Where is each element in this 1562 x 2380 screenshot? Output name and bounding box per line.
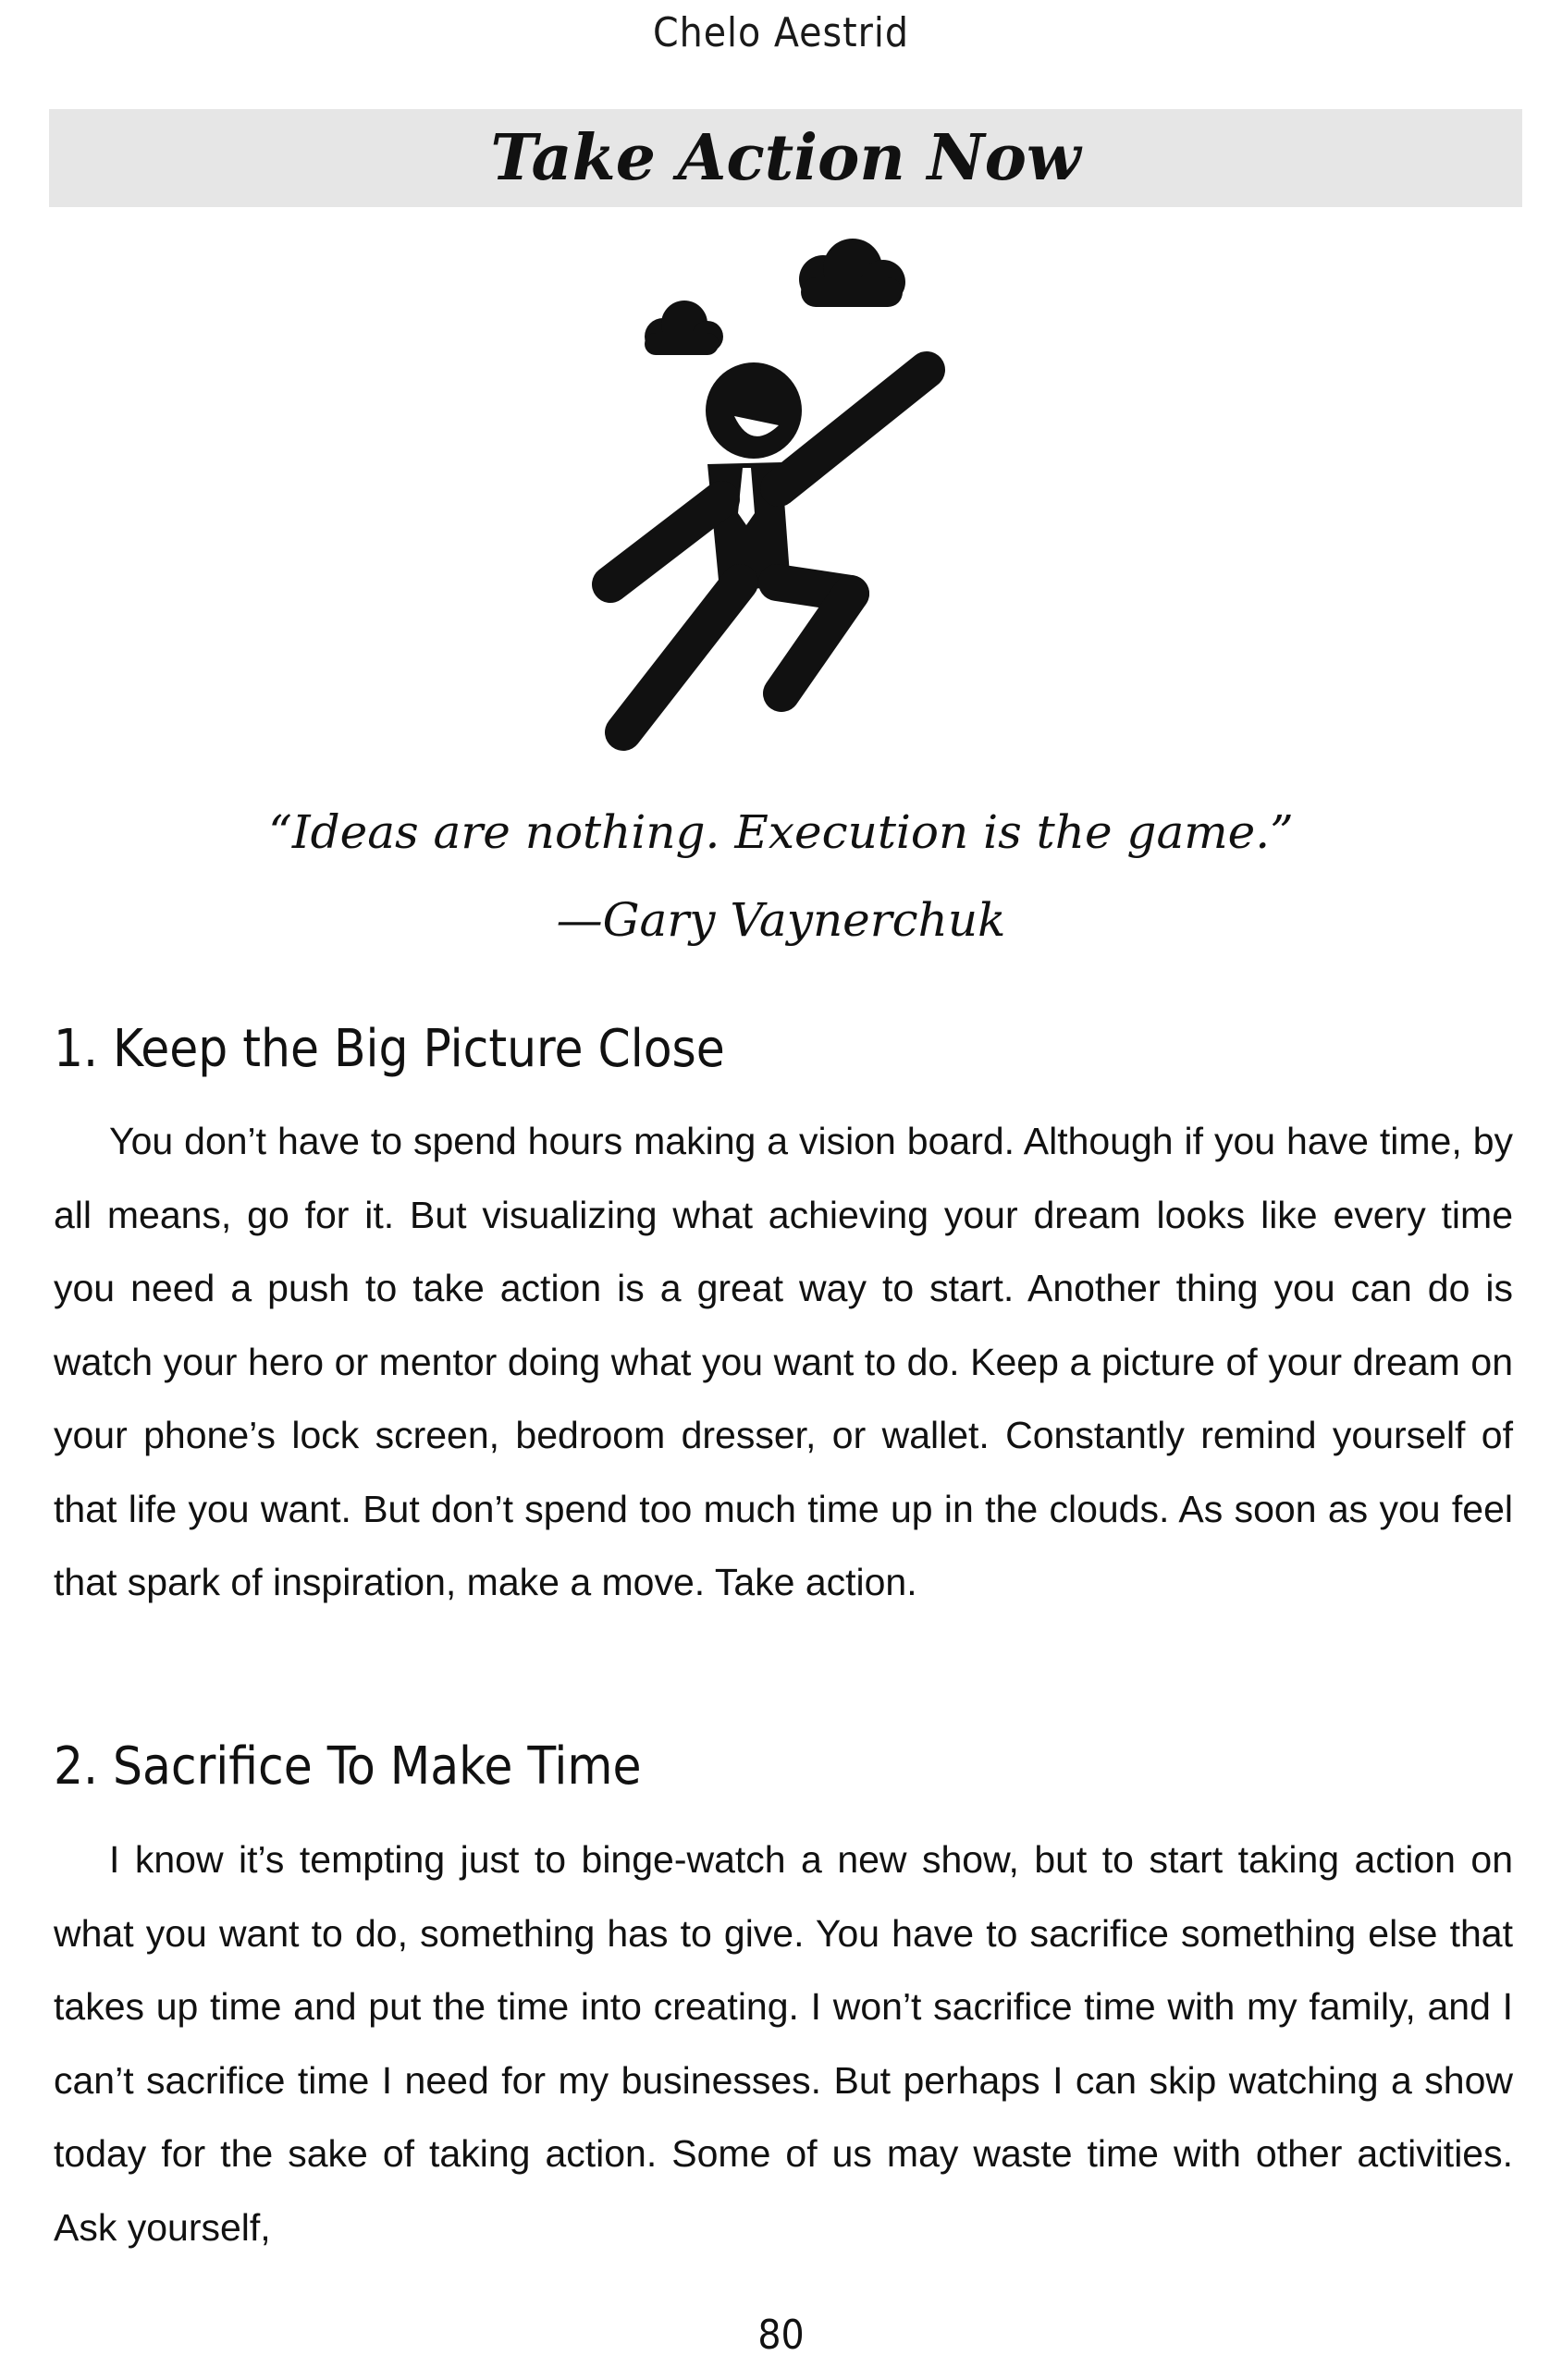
cloud-icon [645, 301, 723, 355]
chapter-title: Take Action Now [490, 121, 1081, 195]
running-stick-figure-icon [509, 231, 1064, 786]
page-number: 80 [757, 2312, 805, 2359]
section-body-1: You don’t have to spend hours making a vision board. Although if you have time, by all means, go for it. But visualizing what achieving your dream looks like every time you need a push to take action is a great way to start. Another thing you can do is watch your hero or mentor doing what you want to do. Keep a picture of your dream on your phone’s lock screen, bedroom dresser, or wallet. Constantly remind yourself of that life you want. But don’t spend too much time up in the clouds. As soon as you feel that spark of inspiration, make a move. Take action. [54, 1120, 1513, 1603]
running-head-author: Chelo Aestrid [652, 9, 910, 56]
chapter-title-band [49, 109, 1522, 207]
section-heading-1: 1. Keep the Big Picture Close [54, 1019, 725, 1079]
epigraph-attribution: —Gary Vaynerchuk [556, 893, 1006, 947]
section-body-2: I know it’s tempting just to binge-watch a new show, but to start taking action on what you want to do, something has to give. You have to sacrifice something else that takes up time and put the time into creating. I won’t sacrifice time with my family, and I can’t sacrifice time I need for my businesses. But perhaps I can skip watching a show today for the sake of taking action. Some of us may waste time with other activities. Ask yourself, [54, 1838, 1513, 2249]
cloud-icon [799, 239, 905, 307]
section-heading-2: 2. Sacrifice To Make Time [54, 1736, 642, 1797]
epigraph-quote: “Ideas are nothing. Execution is the game.” [268, 805, 1294, 859]
